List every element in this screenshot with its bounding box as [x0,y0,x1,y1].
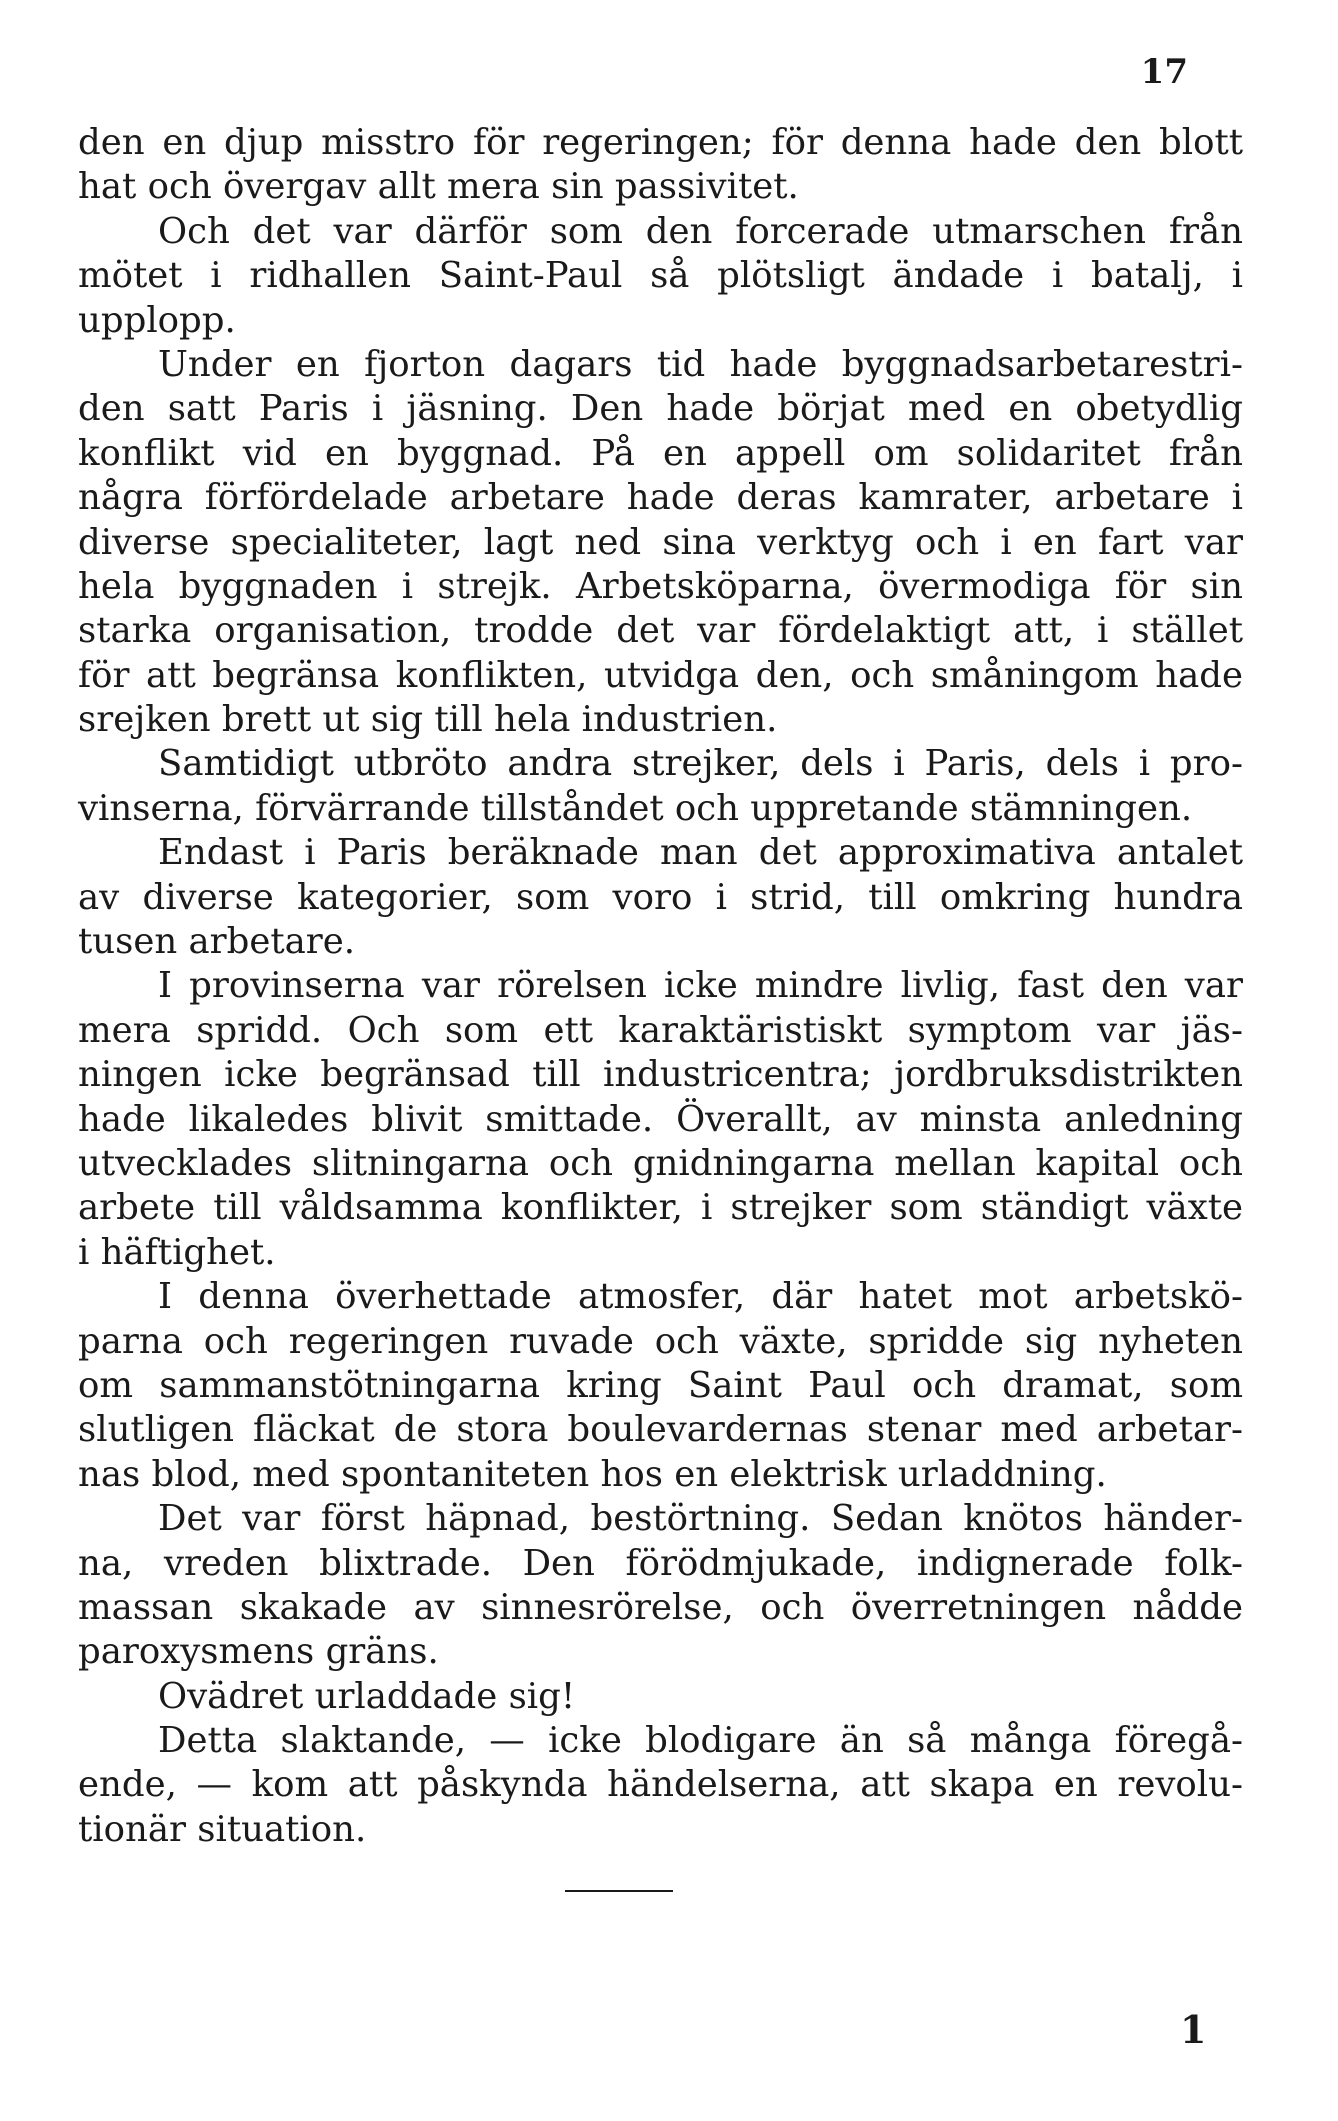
text-line: tionär situation. [78,1808,367,1850]
text-line: ningen icke begränsad till industricentra; jordbruksdistrikten [78,1054,1243,1096]
text-line: i häftighet. [78,1231,276,1273]
text-line: slutligen fläckat de stora boulevardernas stenar med arbetar- [78,1409,1243,1451]
text-line: den satt Paris i jäsning. Den hade börjat med en obetydlig [78,388,1243,430]
page-number: 17 [1140,52,1188,92]
text-line: upplopp. [78,299,236,341]
text-line: tusen arbetare. [78,921,356,963]
text-line: Samtidigt utbröto andra strejker, dels i Paris, dels i pro- [158,743,1243,785]
text-line: om sammanstötningarna kring Saint Paul och dramat, som [78,1364,1243,1406]
text-line: diverse specialiteter, lagt ned sina verktyg och i en fart var [78,521,1243,563]
text-line: arbete till våldsamma konflikter, i strejker som ständigt växte [78,1187,1243,1229]
text-line: Detta slaktande, — icke blodigare än så många föregå- [158,1720,1243,1762]
text-line: starka organisation, trodde det var fördelaktigt att, i stället [78,610,1243,652]
text-line: nas blod, med spontaniteten hos en elektrisk urladdning. [78,1453,1107,1495]
text-line: för att begränsa konflikten, utvidga den, och småningom hade [78,654,1243,696]
text-line: parna och regeringen ruvade och växte, spridde sig nyheten [78,1320,1243,1362]
text-line: Ovädret urladdade sig! [158,1675,576,1717]
text-line: Under en fjorton dagars tid hade byggnadsarbetarestri- [158,343,1243,385]
section-end-rule [565,1890,673,1892]
text-line: massan skakade av sinnesrörelse, och överretningen nådde [78,1586,1243,1628]
text-line: paroxysmens gräns. [78,1631,439,1673]
text-line: av diverse kategorier, som voro i strid, till omkring hundra [78,876,1243,918]
text-line: ende, — kom att påskynda händelserna, att skapa en revolu- [78,1764,1243,1806]
text-line: I provinserna var rörelsen icke mindre livlig, fast den var [158,965,1243,1007]
text-line: Endast i Paris beräknade man det approximativa antalet [158,832,1243,874]
text-line: Det var först häpnad, bestörtning. Sedan knötos händer- [158,1498,1243,1540]
text-line: den en djup misstro för regeringen; för denna hade den blott [78,122,1243,163]
text-line: srejken brett ut sig till hela industrien. [78,699,778,741]
text-line: na, vreden blixtrade. Den förödmjukade, indignerade folk- [78,1542,1243,1584]
body-text [78,121,1243,1852]
text-line: utvecklades slitningarna och gnidningarna mellan kapital och [78,1142,1243,1184]
printer-signature-mark: 1 [1180,2007,1207,2052]
text-line: vinserna, förvärrande tillståndet och uppretande stämningen. [78,787,1193,829]
text-line: hade likaledes blivit smittade. Överallt, av minsta anledning [78,1098,1243,1140]
text-line: hela byggnaden i strejk. Arbetsköparna, övermodiga för sin [78,565,1243,607]
text-line: mera spridd. Och som ett karaktäristiskt symptom var jäs- [78,1009,1243,1051]
text-line: hat och övergav allt mera sin passivitet. [78,166,799,208]
text-line: konflikt vid en byggnad. På en appell om solidaritet från [78,432,1243,474]
text-line: I denna överhettade atmosfer, där hatet mot arbetskö- [158,1276,1243,1318]
text-line: Och det var därför som den forcerade utmarschen från [158,210,1243,252]
text-line: mötet i ridhallen Saint-Paul så plötsligt ändade i batalj, i [78,255,1243,297]
text-line: några förfördelade arbetare hade deras kamrater, arbetare i [78,477,1243,519]
